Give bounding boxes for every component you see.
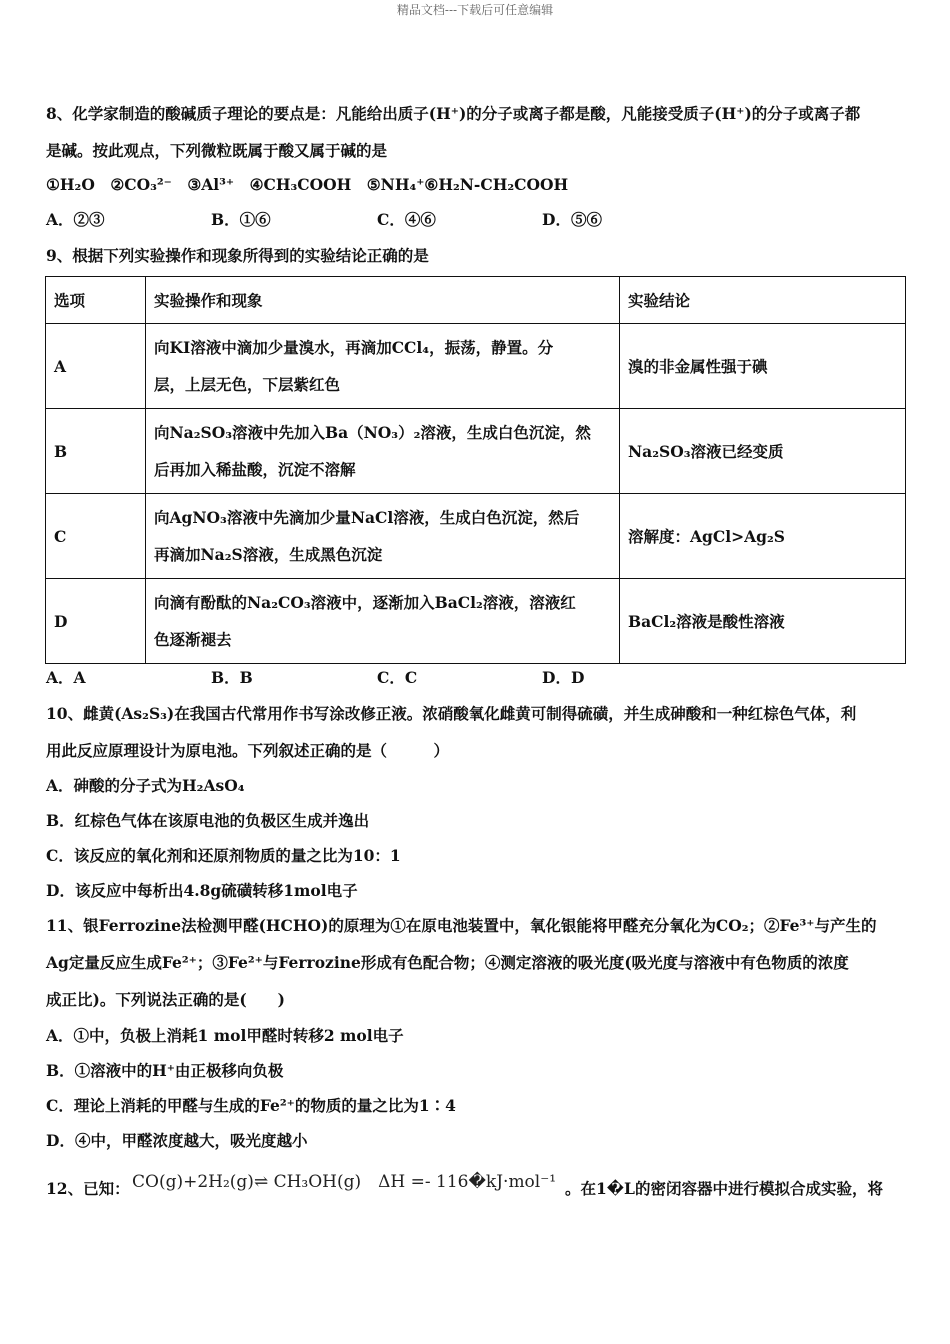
row-operation-line2: 再滴加Na₂S溶液，生成黑色沉淀 <box>154 545 383 564</box>
q8-option-d: D．⑤⑥ <box>542 210 602 229</box>
q11-option-a: A．①中，负极上消耗1 mol甲醛时转移2 mol电子 <box>46 1026 404 1045</box>
q9-stem: 9、根据下列实验操作和现象所得到的实验结论正确的是 <box>46 246 429 265</box>
row-operation-line2: 层，上层无色，下层紫红色 <box>154 375 341 394</box>
q10-option-b: B．红棕色气体在该原电池的负极区生成并逸出 <box>46 811 370 830</box>
row-conclusion: 溴的非金属性强于碘 <box>620 324 906 409</box>
q9-option-a: A．A <box>46 668 86 687</box>
q11-stem-line3: 成正比)。下列说法正确的是( ) <box>46 990 286 1009</box>
header-operation: 实验操作和现象 <box>146 277 620 324</box>
q11-option-b: B．①溶液中的H⁺由正极移向负极 <box>46 1061 284 1080</box>
q10-option-c: C．该反应的氧化剂和还原剂物质的量之比为10：1 <box>46 846 401 865</box>
q10-option-d: D．该反应中每析出4.8g硫磺转移1mol电子 <box>46 881 358 900</box>
row-operation-line1: 向AgNO₃溶液中先滴加少量NaCl溶液，生成白色沉淀，然后 <box>154 508 580 527</box>
row-operation <box>146 324 620 409</box>
q10-option-a: A．砷酸的分子式为H₂AsO₄ <box>46 776 245 795</box>
q10-stem-line1: 10、雌黄(As₂S₃)在我国古代常用作书写涂改修正液。浓硝酸氧化雌黄可制得硫磺，并生成砷酸和一种红棕色气体，利 <box>46 704 857 723</box>
q9-option-b: B．B <box>211 668 253 687</box>
table-header-row <box>46 277 906 324</box>
page-header: 精品文档---下载后可任意编辑 <box>396 3 554 17</box>
row-operation-line1: 向KI溶液中滴加少量溴水，再滴加CCl₄，振荡，静置。分 <box>154 338 554 357</box>
q8-option-b: B．①⑥ <box>211 210 271 229</box>
q8-stem-line2: 是碱。按此观点，下列微粒既属于酸又属于碱的是 <box>46 141 388 160</box>
row-option: C <box>46 494 146 579</box>
row-option: A <box>46 324 146 409</box>
row-option: B <box>46 409 146 494</box>
experiment-table <box>45 276 906 664</box>
row-operation <box>146 494 620 579</box>
q8-option-a: A．②③ <box>46 210 105 229</box>
row-option: D <box>46 579 146 664</box>
q8-stem-line1: 8、化学家制造的酸碱质子理论的要点是：凡能给出质子(H⁺)的分子或离子都是酸，凡能接受质子(H⁺)的分子或离子都 <box>46 104 861 123</box>
table-row <box>46 579 906 664</box>
row-conclusion: BaCl₂溶液是酸性溶液 <box>620 579 906 664</box>
table-row <box>46 324 906 409</box>
table-row <box>46 494 906 579</box>
q12-suffix: 。在1�L的密闭容器中进行模拟合成实验，将 <box>565 1179 883 1198</box>
row-operation <box>146 409 620 494</box>
row-conclusion: 溶解度：AgCl>Ag₂S <box>620 494 906 579</box>
q11-option-c: C．理论上消耗的甲醛与生成的Fe²⁺的物质的量之比为1∶4 <box>46 1096 456 1115</box>
q11-option-d: D．④中，甲醛浓度越大，吸光度越小 <box>46 1131 308 1150</box>
row-operation-line2: 后再加入稀盐酸，沉淀不溶解 <box>154 460 356 479</box>
row-operation-line1: 向滴有酚酞的Na₂CO₃溶液中，逐渐加入BaCl₂溶液，溶液红 <box>154 593 576 612</box>
q12-prefix: 12、已知： <box>46 1179 130 1198</box>
q11-stem-line1: 11、银Ferrozine法检测甲醛(HCHO)的原理为①在原电池装置中，氧化银能将甲醛充分氧化为CO₂；②Fe³⁺与产生的 <box>46 916 877 935</box>
q12-formula: CO(g)+2H₂(g)⇌ CH₃OH(g) ΔH =- 116�kJ·mol⁻¹ <box>132 1172 557 1192</box>
row-operation <box>146 579 620 664</box>
row-operation-line2: 色逐渐褪去 <box>154 630 232 649</box>
q10-stem-line2: 用此反应原理设计为原电池。下列叙述正确的是（ ） <box>46 741 450 760</box>
q9-option-c: C．C <box>377 668 418 687</box>
header-option: 选项 <box>46 277 146 324</box>
row-conclusion: Na₂SO₃溶液已经变质 <box>620 409 906 494</box>
q8-particles: ①H₂O ②CO₃²⁻ ③Al³⁺ ④CH₃COOH ⑤NH₄⁺⑥H₂N-CH₂COOH <box>46 175 569 194</box>
q11-stem-line2: Ag定量反应生成Fe²⁺；③Fe²⁺与Ferrozine形成有色配合物；④测定溶液的吸光度(吸光度与溶液中有色物质的浓度 <box>46 953 849 972</box>
row-operation-line1: 向Na₂SO₃溶液中先加入Ba（NO₃）₂溶液，生成白色沉淀，然 <box>154 423 591 442</box>
table-row <box>46 409 906 494</box>
header-conclusion: 实验结论 <box>620 277 906 324</box>
q9-option-d: D．D <box>542 668 585 687</box>
q8-option-c: C．④⑥ <box>377 210 436 229</box>
